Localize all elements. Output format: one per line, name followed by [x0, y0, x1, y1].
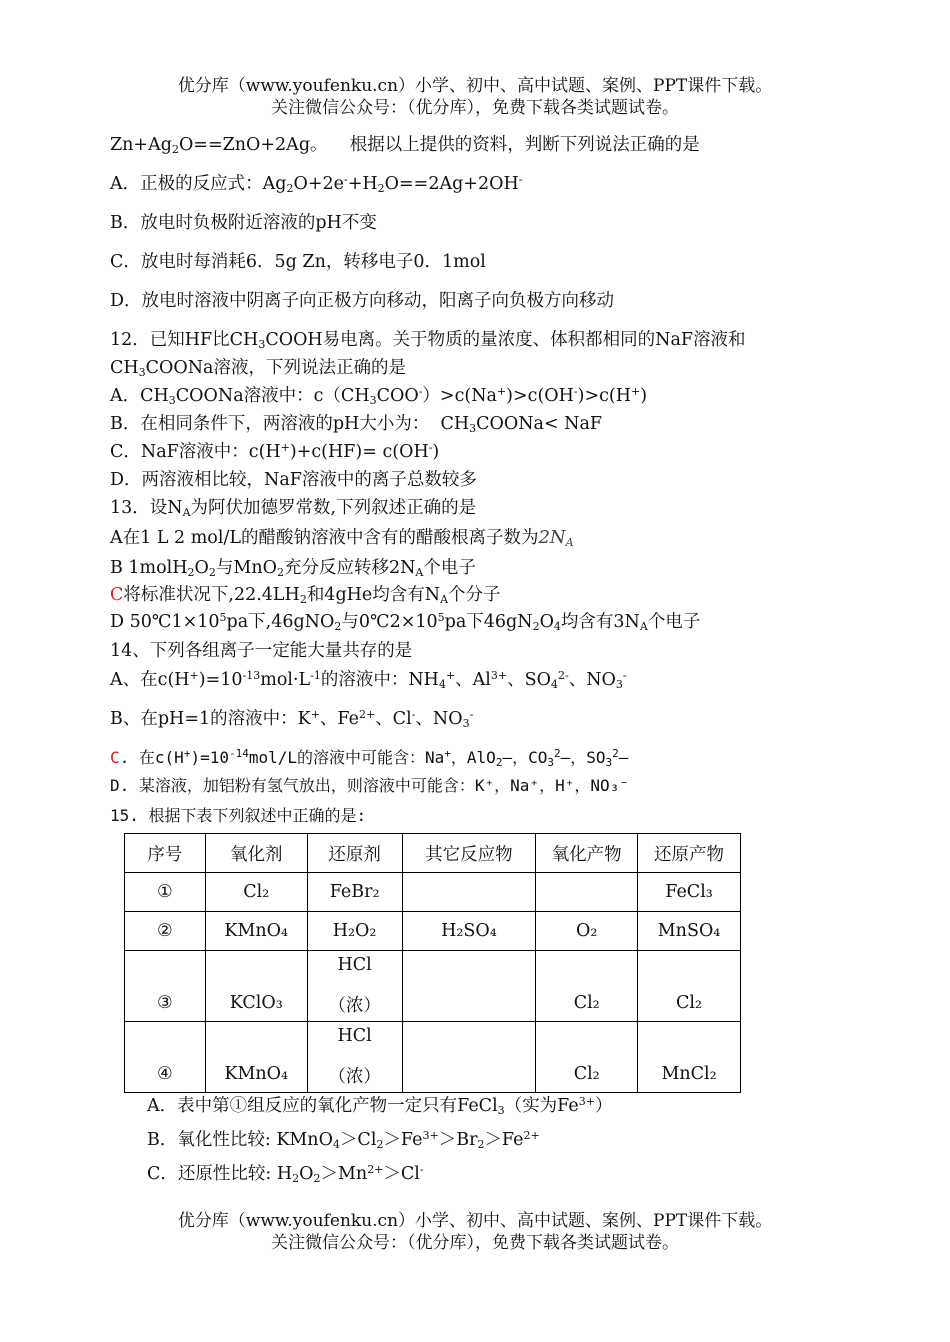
row-number: ③ [125, 951, 206, 1022]
oxidation-product: Cl₂ [536, 951, 638, 1022]
oxidation-product [536, 873, 638, 912]
q11-option-d: D．放电时溶液中阴离子向正极方向移动，阳离子向负极方向移动 [110, 291, 615, 311]
row-number: ④ [125, 1022, 206, 1093]
oxidant: KMnO₄ [205, 1022, 307, 1093]
header-cell: 还原剂 [307, 834, 402, 873]
reductant: H₂O₂ [307, 912, 402, 951]
oxidation-product: Cl₂ [536, 1022, 638, 1093]
header-cell: 氧化产物 [536, 834, 638, 873]
q12-stem-line1: 12．已知HF比$CH_3COOH$易电离。关于物质的量浓度、体积都相同的NaF溶液和 [110, 330, 746, 351]
q14-option-b: B、在pH=1的溶液中：K+、$Fe^{2+}$、Cl-、$NO_3^-$ [110, 708, 474, 730]
other-reactant: H₂SO₄ [402, 912, 536, 951]
table-row [125, 912, 741, 951]
header-cell: 氧化剂 [205, 834, 307, 873]
reduction-product: FeCl₃ [638, 873, 741, 912]
q12-option-b: B．在相同条件下，两溶液的pH大小为： $CH_3COONa<$ NaF [110, 414, 603, 435]
footer-watermark-line1: 优分库（www.youfenku.cn）小学、初中、高中试题、案例、PPT课件下载。 [177, 1211, 773, 1231]
other-reactant [402, 873, 536, 912]
row-number: ② [125, 912, 206, 951]
q14-option-a: A、在$c(H^+)=10^{-13}mol\cdot L^{-1}$的溶液中：$NH_4^+$、$Al^{3+}$、$SO_4^{2-}$、$NO_3^-$ [110, 669, 627, 691]
q12-option-c: C．NaF溶液中：c(H+)+c(HF)= c(OH-) [110, 441, 440, 462]
q11-stem: $Zn+Ag_2O==ZnO+2Ag$。 根据以上提供的资料，判断下列说法正确的是 [110, 135, 700, 156]
header-cell: 还原产物 [638, 834, 741, 873]
table-row [125, 1022, 741, 1093]
reduction-product: Cl₂ [638, 951, 741, 1022]
header-watermark-line2: 关注微信公众号：（优分库），免费下载各类试题试卷。 [271, 98, 679, 118]
q11-option-b: B．放电时负极附近溶液的pH不变 [110, 213, 377, 233]
header-watermark-line1: 优分库（www.youfenku.cn）小学、初中、高中试题、案例、PPT课件下载。 [177, 76, 773, 96]
other-reactant [402, 951, 536, 1022]
row-number: ① [125, 873, 206, 912]
q13-option-d: D $50℃1\times 10^5pa$下,46gNO$_2$与$0℃2\times 10^5pa$下$46gN_2O_4$均含有$3N_A$个电子 [110, 611, 701, 633]
oxidation-product: O₂ [536, 912, 638, 951]
header-cell: 序号 [125, 834, 206, 873]
q14-option-d: D. 某溶液，加铝粉有氢气放出，则溶液中可能含：K⁺，Na⁺，H⁺，NO₃⁻ [110, 776, 629, 795]
q14-stem: 14、下列各组离子一定能大量共存的是 [110, 641, 413, 661]
reaction-table [124, 833, 741, 1093]
table-row [125, 951, 741, 1022]
oxidant: KClO₃ [205, 951, 307, 1022]
q12-option-a: A．$CH_3COONa$溶液中：$c(CH_3COO^-)>c(Na^+)>c(OH^-)>c(H^+)$ [110, 385, 648, 407]
footer-watermark-line2: 关注微信公众号：（优分库），免费下载各类试题试卷。 [271, 1233, 679, 1253]
oxidant: Cl₂ [205, 873, 307, 912]
reductant: HCl （浓） [307, 1022, 402, 1093]
q13-option-b: B $1molH_2O_2$与MnO$_2$充分反应转移$2N_A$个电子 [110, 558, 476, 579]
q13-option-a: A在1 L 2 mol/L的醋酸钠溶液中含有的醋酸根离子数为$2N_A$ [110, 527, 574, 549]
reductant: FeBr₂ [307, 873, 402, 912]
q15-option-a: A．表中第①组反应的氧化产物一定只有FeCl$_3$（实为$Fe^{3+}$） [147, 1095, 613, 1117]
q11-option-c: C．放电时每消耗6．5g Zn，转移电子0．1mol [110, 252, 486, 272]
header-cell: 其它反应物 [402, 834, 536, 873]
q13-stem: 13．设$N_A$为阿伏加德罗常数,下列叙述正确的是 [110, 498, 477, 519]
reduction-product: MnSO₄ [638, 912, 741, 951]
q12-stem-line2: $CH_3COONa$溶液，下列说法正确的是 [110, 358, 406, 379]
reduction-product: MnCl₂ [638, 1022, 741, 1093]
table-row [125, 873, 741, 912]
table-header-row [125, 834, 741, 873]
reductant: HCl （浓） [307, 951, 402, 1022]
q14-option-c: C. 在$c(H^+)=10^{-14}mol/L$的溶液中可能含：Na+，AlO$_2$—，$CO_3^2—$，$SO_3^2—$ [110, 747, 629, 769]
q12-option-d: D．两溶液相比较，NaF溶液中的离子总数较多 [110, 470, 477, 490]
q15-option-c: C．还原性比较: $H_2O_2>Mn^{2+}>Cl^-$ [147, 1163, 424, 1185]
q15-option-b: B．氧化性比较: $KMnO_4>Cl_2>Fe^{3+}>Br_2>Fe^{2+}$ [147, 1129, 540, 1151]
q15-stem: 15. 根据下表下列叙述中正确的是: [110, 806, 367, 825]
q13-option-c: C将标准状况下$,22.4LH_2$和4gHe均含有$N_A$个分子 [110, 585, 501, 606]
q11-option-a: A．正极的反应式：$Ag_2O+2e^-+H_2O==2Ag+2OH^-$ [110, 173, 523, 195]
other-reactant [402, 1022, 536, 1093]
oxidant: KMnO₄ [205, 912, 307, 951]
